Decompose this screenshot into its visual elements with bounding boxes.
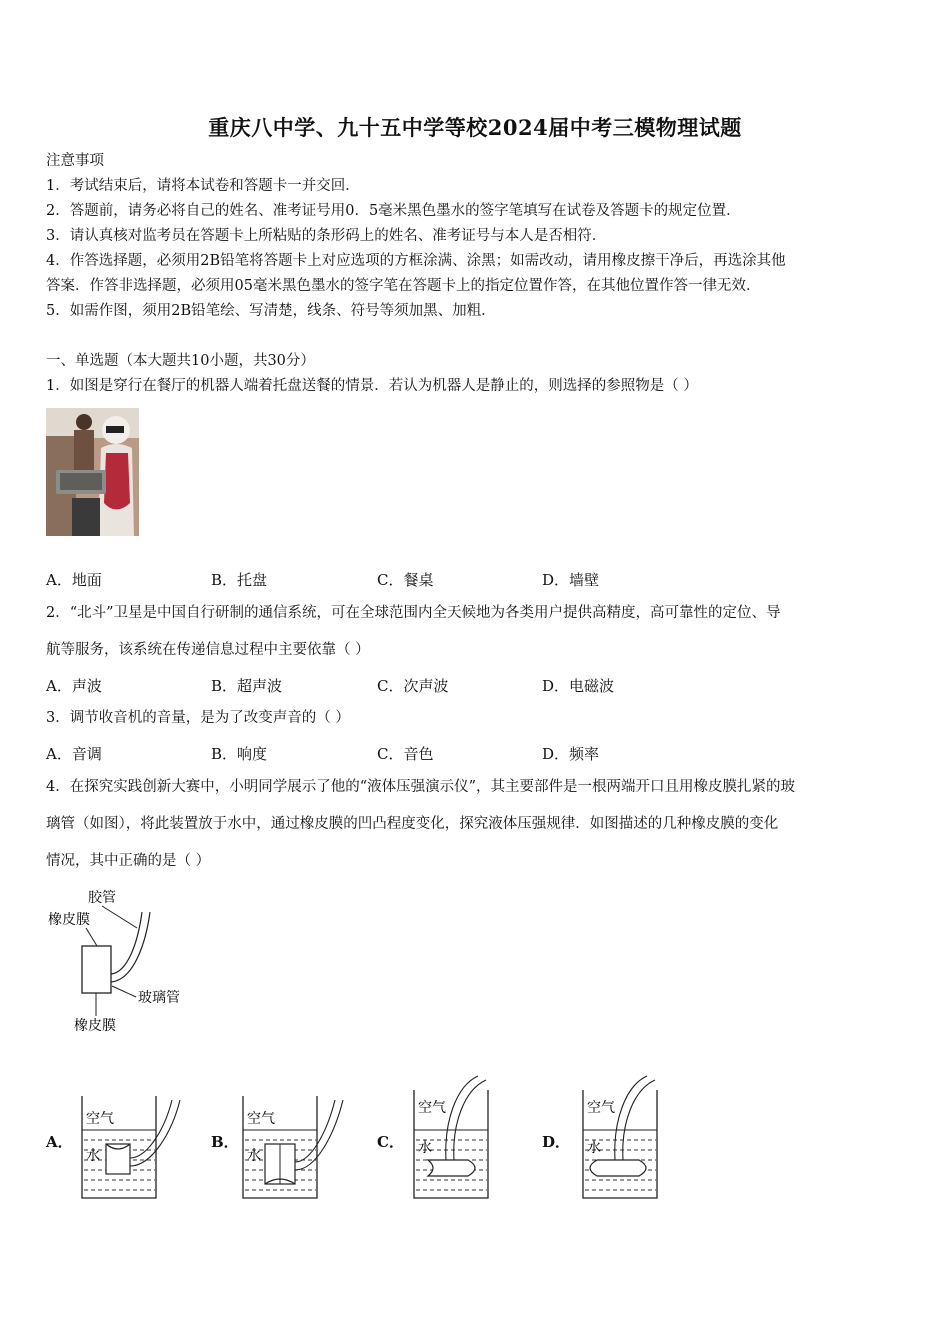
- q3-option-c: C．音色: [377, 745, 434, 763]
- notice-heading: 注意事项: [46, 153, 104, 169]
- q4-option-b-letter: B．: [211, 1133, 239, 1151]
- q4-option-c-letter: C．: [377, 1133, 404, 1151]
- q4-option-d-letter: D．: [542, 1133, 571, 1151]
- q2-option-b: B．超声波: [211, 677, 283, 695]
- q3-option-b: B．响度: [211, 745, 268, 763]
- page-title: 重庆八中学、九十五中学等校2024届中考三模物理试题: [208, 115, 742, 140]
- label-glass-tube: 玻璃管: [138, 990, 180, 1006]
- q4-option-a-letter: A．: [46, 1133, 73, 1151]
- q2-stem-line1: 2．“北斗”卫星是中国自行研制的通信系统，可在全球范围内全天候地为各类用户提供高精度，高可靠性的定位、导: [46, 605, 781, 621]
- q4-stem-line1: 4．在探究实践创新大赛中，小明同学展示了他的“液体压强演示仪”，其主要部件是一根两端开口且用橡皮膜扎紧的玻: [46, 779, 796, 795]
- notice-item: 2．答题前，请务必将自己的姓名、准考证号用0．5毫米黑色墨水的签字笔填写在试卷及答题卡的规定位置．: [46, 203, 741, 219]
- q4-stem-line3: 情况，其中正确的是（ ）: [46, 853, 211, 869]
- q1-stem: 1．如图是穿行在餐厅的机器人端着托盘送餐的情景．若认为机器人是静止的，则选择的参照物是（ ）: [46, 378, 698, 394]
- q3-option-a: A．音调: [46, 745, 102, 763]
- notice-item: 3．请认真核对监考员在答题卡上所粘贴的条形码上的姓名、准考证号与本人是否相符．: [46, 228, 607, 244]
- q1-option-d: D．墙壁: [542, 571, 600, 589]
- notice-item: 5．如需作图，须用2B铅笔绘、写清楚，线条、符号等须加黑、加粗．: [46, 303, 496, 319]
- notice-item: 4．作答选择题，必须用2B铅笔将答题卡上对应选项的方框涂满、涂黑；如需改动，请用橡皮擦干净后，再选涂其他: [46, 253, 786, 269]
- label-water: 水: [247, 1148, 261, 1164]
- notice-item: 1．考试结束后，请将本试卷和答题卡一并交回．: [46, 178, 360, 194]
- label-air: 空气: [587, 1100, 615, 1116]
- notice-item: 答案．作答非选择题，必须用05毫米黑色墨水的签字笔在答题卡上的指定位置作答，在其他位置作答一律无效．: [46, 278, 761, 294]
- q1-option-a: A．地面: [46, 571, 102, 589]
- robot-photo: [46, 408, 139, 536]
- label-membrane-top: 橡皮膜: [48, 912, 90, 928]
- q4-option-c-diagram: [412, 1072, 522, 1204]
- label-water: 水: [86, 1148, 100, 1164]
- q1-option-c: C．餐桌: [377, 571, 434, 589]
- q2-stem-line2: 航等服务，该系统在传递信息过程中主要依靠（ ）: [46, 642, 370, 658]
- q4-option-d-diagram: [581, 1072, 691, 1204]
- section-heading: 一、单选题（本大题共10小题，共30分）: [46, 353, 315, 369]
- label-air: 空气: [86, 1111, 114, 1127]
- apparatus-diagram: [40, 882, 210, 1037]
- label-air: 空气: [247, 1111, 275, 1127]
- q3-stem: 3．调节收音机的音量，是为了改变声音的（ ）: [46, 710, 350, 726]
- q1-option-b: B．托盘: [211, 571, 268, 589]
- q3-option-d: D．频率: [542, 745, 600, 763]
- label-hose: 胶管: [88, 890, 116, 906]
- q2-option-c: C．次声波: [377, 677, 449, 695]
- label-air: 空气: [418, 1100, 446, 1116]
- q4-option-b-diagram: [241, 1092, 351, 1204]
- q4-option-a-diagram: [80, 1092, 190, 1204]
- q2-option-a: A．声波: [46, 677, 102, 695]
- q4-stem-line2: 璃管（如图），将此装置放于水中，通过橡皮膜的凹凸程度变化，探究液体压强规律．如图描述的几种橡皮膜的变化: [46, 816, 779, 832]
- label-membrane-bottom: 橡皮膜: [74, 1018, 116, 1034]
- q2-option-d: D．电磁波: [542, 677, 615, 695]
- label-water: 水: [587, 1140, 601, 1156]
- label-water: 水: [418, 1140, 432, 1156]
